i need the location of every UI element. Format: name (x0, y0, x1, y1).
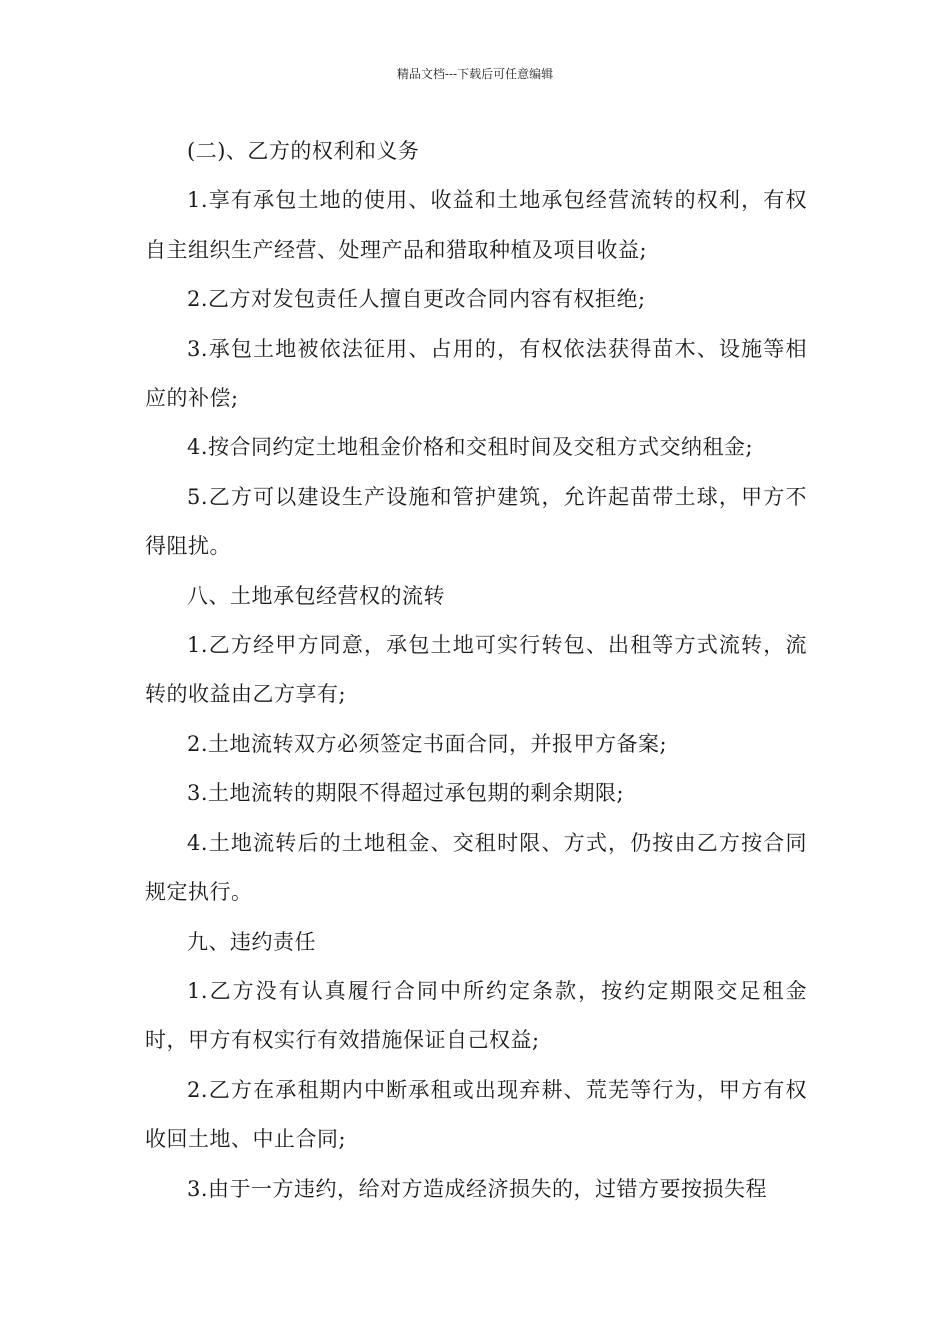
section-heading-liability: 九、违约责任 (187, 929, 316, 954)
clause-paragraph: 2.乙方在承租期内中断承租或出现弃耕、荒芜等行为，甲方有权收回土地、中止合同; (145, 1077, 807, 1152)
document-body (145, 127, 807, 1214)
section-heading-party-b-rights: (二)、乙方的权利和义务 (187, 139, 420, 163)
clause-paragraph: 3.土地流转的期限不得超过承包期的剩余期限; (187, 781, 625, 806)
clause-paragraph: 3.承包土地被依法征用、占用的，有权依法获得苗木、设施等相应的补偿; (145, 336, 807, 411)
clause-paragraph: 4.按合同约定土地租金价格和交租时间及交租方式交纳租金; (187, 435, 754, 460)
clause-paragraph: 5.乙方可以建设生产设施和管护建筑，允许起苗带土球，甲方不得阻扰。 (145, 484, 807, 559)
clause-paragraph: 1.乙方没有认真履行合同中所约定条款，按约定期限交足租金时，甲方有权实行有效措施保证自己权益; (145, 978, 807, 1053)
page-header: 精品文档---下载后可任意编辑 (396, 67, 554, 81)
clause-paragraph: 2.乙方对发包责任人擅自更改合同内容有权拒绝; (187, 287, 646, 312)
clause-paragraph: 1.享有承包土地的使用、收益和土地承包经营流转的权利，有权自主组织生产经营、处理产品和猎取种植及项目收益; (145, 188, 807, 262)
clause-paragraph: 4.土地流转后的土地租金、交租时限、方式，仍按由乙方按合同规定执行。 (145, 830, 807, 905)
clause-paragraph: 1.乙方经甲方同意，承包土地可实行转包、出租等方式流转，流转的收益由乙方享有; (145, 633, 807, 707)
section-heading-transfer: 八、土地承包经营权的流转 (187, 583, 445, 608)
clause-paragraph: 2.土地流转双方必须签定书面合同，并报甲方备案; (187, 731, 668, 756)
clause-paragraph: 3.由于一方违约，给对方造成经济损失的，过错方要按损失程 (187, 1176, 768, 1201)
